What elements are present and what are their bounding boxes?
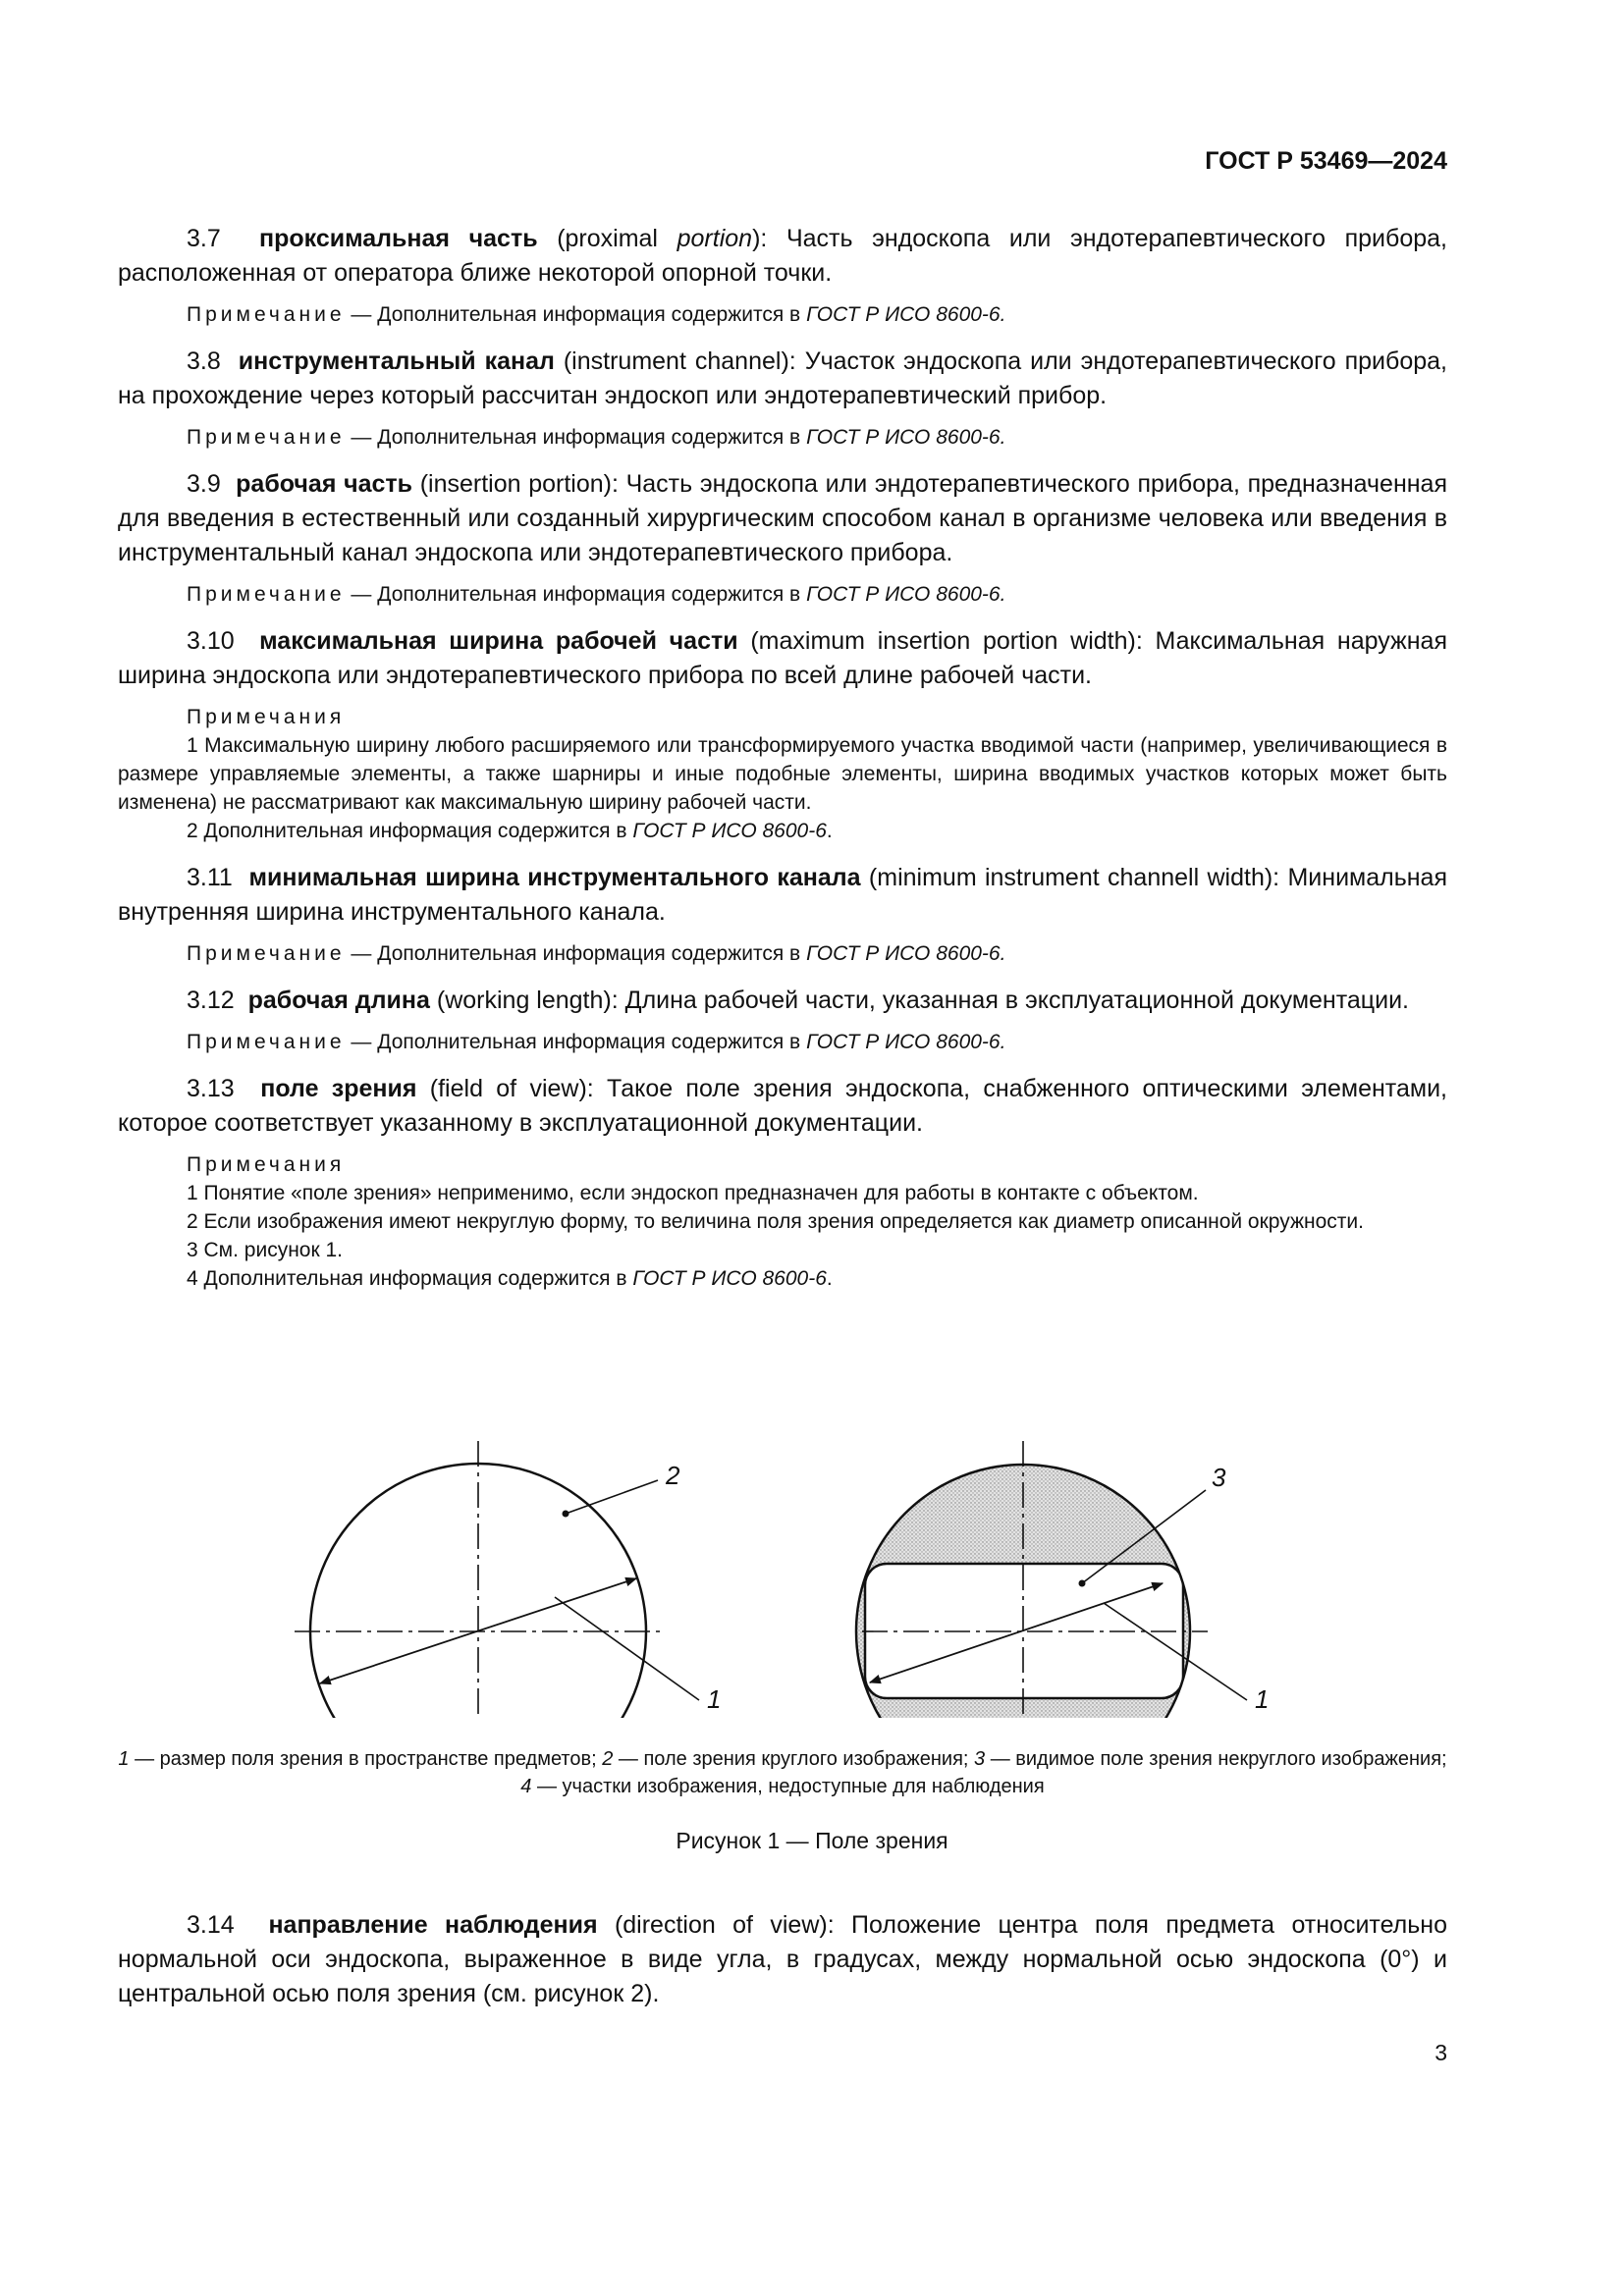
term: максимальная ширина рабочей части bbox=[259, 627, 738, 655]
section-3-7: 3.7 проксимальная часть (proximal portion): Часть эндоскопа или эндотерапевтического прибора, расположенная от оператора ближе некоторой опорной точки. bbox=[118, 225, 1447, 287]
section-3-9: 3.9 рабочая часть (insertion portion): Часть эндоскопа или эндотерапевтического прибора, предназначенная для введения в естественный или созданный хирургическим способом канал в организме человека или введения в инструментальный канал эндоскопа или эндотерапевтического прибора. bbox=[118, 470, 1447, 566]
section-3-11: 3.11 минимальная ширина инструментального канала (minimum instrument channell width): Минимальная внутренняя ширина инструментального канала. bbox=[118, 864, 1447, 926]
term: рабочая часть bbox=[236, 470, 413, 498]
figure-label-3: 3 bbox=[1212, 1463, 1226, 1492]
non-round-image-diagram bbox=[821, 1441, 1269, 1718]
note-item: 1 Максимальную ширину любого расширяемого или трансформируемого участка вводимой части (например, увеличивающиеся в размере управляемые элементы, а также шарниры и иные подобные элементы, ширина вводимых участков которых может быть изменена) не рассматривают как максимальную ширину рабочей части. bbox=[118, 734, 1447, 814]
figure-label-2: 2 bbox=[666, 1461, 680, 1490]
section-3-13: 3.13 поле зрения (field of view): Такое поле зрения эндоскопа, снабженного оптическими элементами, которое соответствует указанному в эксплуатационной документации. bbox=[118, 1075, 1447, 1137]
term: направление наблюдения bbox=[268, 1911, 598, 1939]
notes-block: Примечания 1 Максимальную ширину любого расширяемого или трансформируемого участка вводимой части (например, увеличивающиеся в размере управляемые элементы, а также шарниры и иные подобные элементы, ширина вводимых участков которых может быть изменена) не рассматривают как максимальную ширину рабочей части. 2 Дополнительная информация содержится в ГОСТ Р ИСО 8600-6. bbox=[118, 703, 1447, 845]
figure-label-1: 1 bbox=[1255, 1684, 1270, 1714]
note: Примечание — Дополнительная информация содержится в ГОСТ Р ИСО 8600-6. bbox=[187, 426, 1006, 449]
notes-block: Примечания 1 Понятие «поле зрения» неприменимо, если эндоскоп предназначен для работы в контакте с объектом. 2 Если изображения имеют некруглую форму, то величина поля зрения определяется как диаметр описанной окружности. 3 См. рисунок 1. 4 Дополнительная информация содержится в ГОСТ Р ИСО 8600-6. bbox=[118, 1150, 1447, 1293]
round-image-diagram bbox=[295, 1441, 721, 1718]
figure-field-of-view bbox=[0, 1423, 1624, 1718]
note: Примечание — Дополнительная информация содержится в ГОСТ Р ИСО 8600-6. bbox=[187, 303, 1006, 326]
figure-label-1: 1 bbox=[707, 1684, 722, 1714]
section-3-8: 3.8 инструментальный канал (instrument channel): Участок эндоскопа или эндотерапевтического прибора, на прохождение через который рассчитан эндоскоп или эндотерапевтический прибор. bbox=[118, 347, 1447, 409]
section-3-12: 3.12 рабочая длина (working length): Длина рабочей части, указанная в эксплуатационной документации. bbox=[187, 987, 1409, 1014]
note: Примечание — Дополнительная информация содержится в ГОСТ Р ИСО 8600-6. bbox=[187, 1031, 1006, 1053]
note-item: 2 Если изображения имеют некруглую форму, то величина поля зрения определяется как диаметр описанной окружности. bbox=[187, 1210, 1364, 1233]
note-item: 1 Понятие «поле зрения» неприменимо, если эндоскоп предназначен для работы в контакте с объектом. bbox=[187, 1182, 1199, 1204]
term: проксимальная часть bbox=[259, 225, 538, 252]
note: Примечание — Дополнительная информация содержится в ГОСТ Р ИСО 8600-6. bbox=[187, 583, 1006, 606]
term: рабочая длина bbox=[247, 987, 430, 1014]
leader-dot bbox=[1079, 1580, 1086, 1587]
section-3-10: 3.10 максимальная ширина рабочей части (maximum insertion portion width): Максимальная наружная ширина эндоскопа или эндотерапевтического прибора по всей длине рабочей части. bbox=[118, 627, 1447, 689]
main-content bbox=[118, 222, 1447, 1307]
figure-legend: 1 — размер поля зрения в пространстве предметов; 2 — поле зрения круглого изображения; 3 — видимое поле зрения некруглого изображения; 4 — участки изображения, недоступные для наблюдения bbox=[118, 1748, 1447, 1797]
term: инструментальный канал bbox=[238, 347, 555, 375]
term: поле зрения bbox=[260, 1075, 417, 1102]
leader-line bbox=[555, 1597, 699, 1700]
document-header: ГОСТ Р 53469—2024 bbox=[1205, 147, 1447, 175]
note-item: 4 Дополнительная информация содержится в ГОСТ Р ИСО 8600-6. bbox=[187, 1267, 833, 1290]
term: минимальная ширина инструментального канала bbox=[248, 864, 861, 891]
content-continued bbox=[118, 1908, 1447, 2011]
note: Примечание — Дополнительная информация содержится в ГОСТ Р ИСО 8600-6. bbox=[187, 942, 1006, 965]
note-item: 3 См. рисунок 1. bbox=[187, 1239, 344, 1261]
note-item: 2 Дополнительная информация содержится в ГОСТ Р ИСО 8600-6. bbox=[187, 820, 833, 842]
figure-title: Рисунок 1 — Поле зрения bbox=[676, 1828, 948, 1853]
section-3-14: 3.14 направление наблюдения (direction of view): Положение центра поля предмета относительно нормальной оси эндоскопа, выраженное в виде угла, в градусах, между нормальной осью эндоскопа (0°) и центральной осью поля зрения (см. рисунок 2). bbox=[118, 1911, 1447, 2007]
page-number: 3 bbox=[1435, 2040, 1447, 2065]
leader-dot bbox=[563, 1511, 569, 1518]
